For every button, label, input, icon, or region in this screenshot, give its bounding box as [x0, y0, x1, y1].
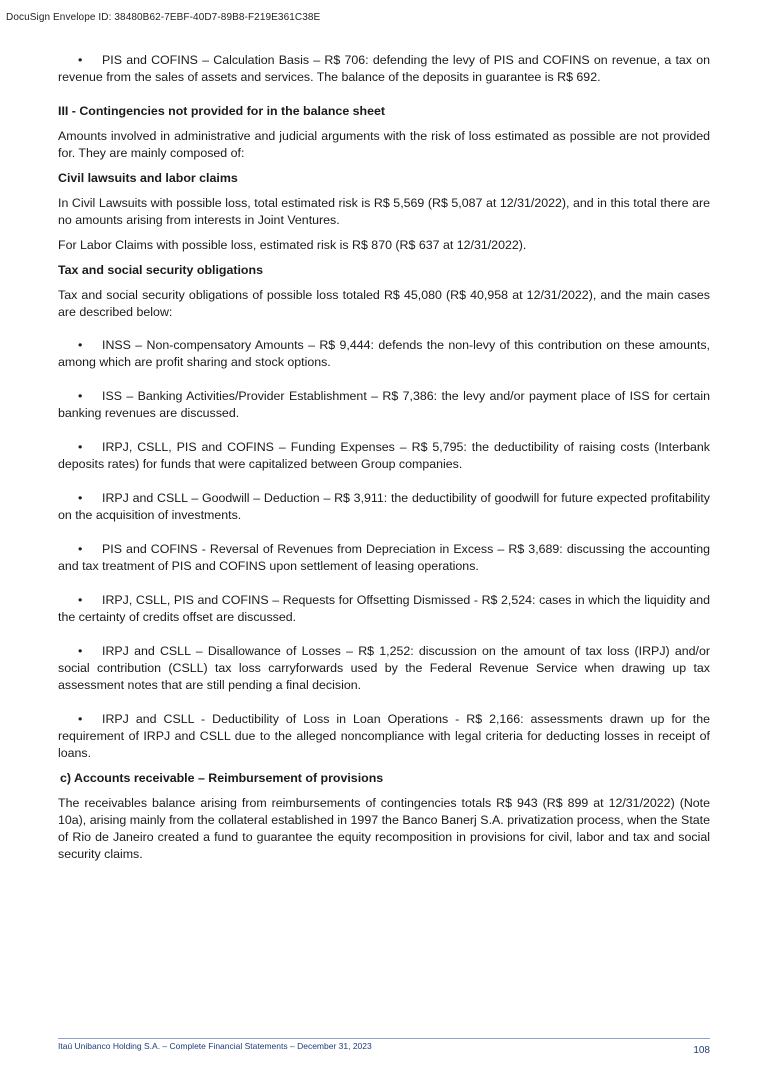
labor-claims-text: For Labor Claims with possible loss, estimated risk is R$ 870 (R$ 637 at 12/31/2022). [58, 238, 527, 252]
bullet-dot: • [78, 53, 83, 67]
bullet-dot: • [78, 644, 83, 658]
tax-item: • ISS – Banking Activities/Provider Establishment – R$ 7,386: the levy and/or payment place of ISS for certain banking revenues are discussed. [58, 389, 710, 420]
bullet-dot: • [78, 491, 83, 505]
page-footer [58, 1038, 710, 1056]
tax-item: • IRPJ, CSLL, PIS and COFINS – Requests for Offsetting Dismissed - R$ 2,524: cases in which the liquidity and the certainty of credits offset are discussed. [58, 593, 710, 624]
section-iii-intro: Amounts involved in administrative and judicial arguments with the risk of loss estimated as possible are not provided for. They are mainly composed of: [58, 129, 710, 160]
bullet-dot: • [78, 440, 83, 454]
tax-item: • IRPJ, CSLL, PIS and COFINS – Funding Expenses – R$ 5,795: the deductibility of raising costs (Interbank deposits rates) for funds that were capitalized between Group companies. [58, 440, 710, 471]
tax-obligations-intro: Tax and social security obligations of possible loss totaled R$ 45,080 (R$ 40,958 at 12/31/2022), and the main cases are described below: [58, 288, 710, 319]
bullet-dot: • [78, 389, 83, 403]
tax-item: • IRPJ and CSLL - Deductibility of Loss in Loan Operations - R$ 2,166: assessments drawn up for the requirement of IRPJ and CSLL due to the alleged noncompliance with legal criteria for deducting losses in receipt of loans. [58, 712, 710, 760]
tax-item: • INSS – Non-compensatory Amounts – R$ 9,444: defends the non-levy of this contribution on these amounts, among which are profit sharing and stock options. [58, 338, 710, 369]
civil-lawsuits-text: In Civil Lawsuits with possible loss, total estimated risk is R$ 5,569 (R$ 5,087 at 12/31/2022), and in this total there are no amounts arising from interests in Joint Ventures. [58, 196, 710, 227]
bullet-dot: • [78, 542, 83, 556]
section-iii-heading: III - Contingencies not provided for in the balance sheet [58, 104, 386, 118]
bullet-pis-cofins-calculation-basis: • PIS and COFINS – Calculation Basis – R$ 706: defending the levy of PIS and COFINS on revenue, a tax on revenue from the sales of assets and services. The balance of the deposits in guarantee is R$ 692. [58, 53, 710, 84]
page-number: 108 [693, 1045, 710, 1056]
tax-item: • PIS and COFINS - Reversal of Revenues from Depreciation in Excess – R$ 3,689: discussing the accounting and tax treatment of PIS and COFINS upon settlement of leasing operations. [58, 542, 710, 573]
bullet-dot: • [78, 593, 83, 607]
docusign-envelope-id: DocuSign Envelope ID: 38480B62-7EBF-40D7-89B8-F219E361C38E [6, 12, 321, 23]
civil-labor-heading: Civil lawsuits and labor claims [58, 171, 238, 185]
tax-obligations-heading: Tax and social security obligations [58, 263, 263, 277]
footer-text: Itaú Unibanco Holding S.A. – Complete Financial Statements – December 31, 2023 [58, 1041, 372, 1051]
tax-item: • IRPJ and CSLL – Disallowance of Losses – R$ 1,252: discussion on the amount of tax loss (IRPJ) and/or social contribution (CSLL) tax loss carryforwards used by the Federal Revenue Service when drawing up tax assessment notes that are still pending a final decision. [58, 644, 710, 692]
document-body [58, 52, 710, 871]
tax-item: • IRPJ and CSLL – Goodwill – Deduction – R$ 3,911: the deductibility of goodwill for future expected profitability on the acquisition of investments. [58, 491, 710, 522]
bullet-dot: • [78, 712, 83, 726]
section-c-heading: c) Accounts receivable – Reimbursement of provisions [60, 771, 384, 785]
bullet-dot: • [78, 338, 83, 352]
section-c-body: The receivables balance arising from reimbursements of contingencies totals R$ 943 (R$ 899 at 12/31/2022) (Note 10a), arising mainly from the collateral established in 1997 the Banco Banerj S.A. privatization process, when the State of Rio de Janeiro created a fund to guarantee the equity recomposition in provisions for civil, labor and tax and social security claims. [58, 796, 710, 861]
